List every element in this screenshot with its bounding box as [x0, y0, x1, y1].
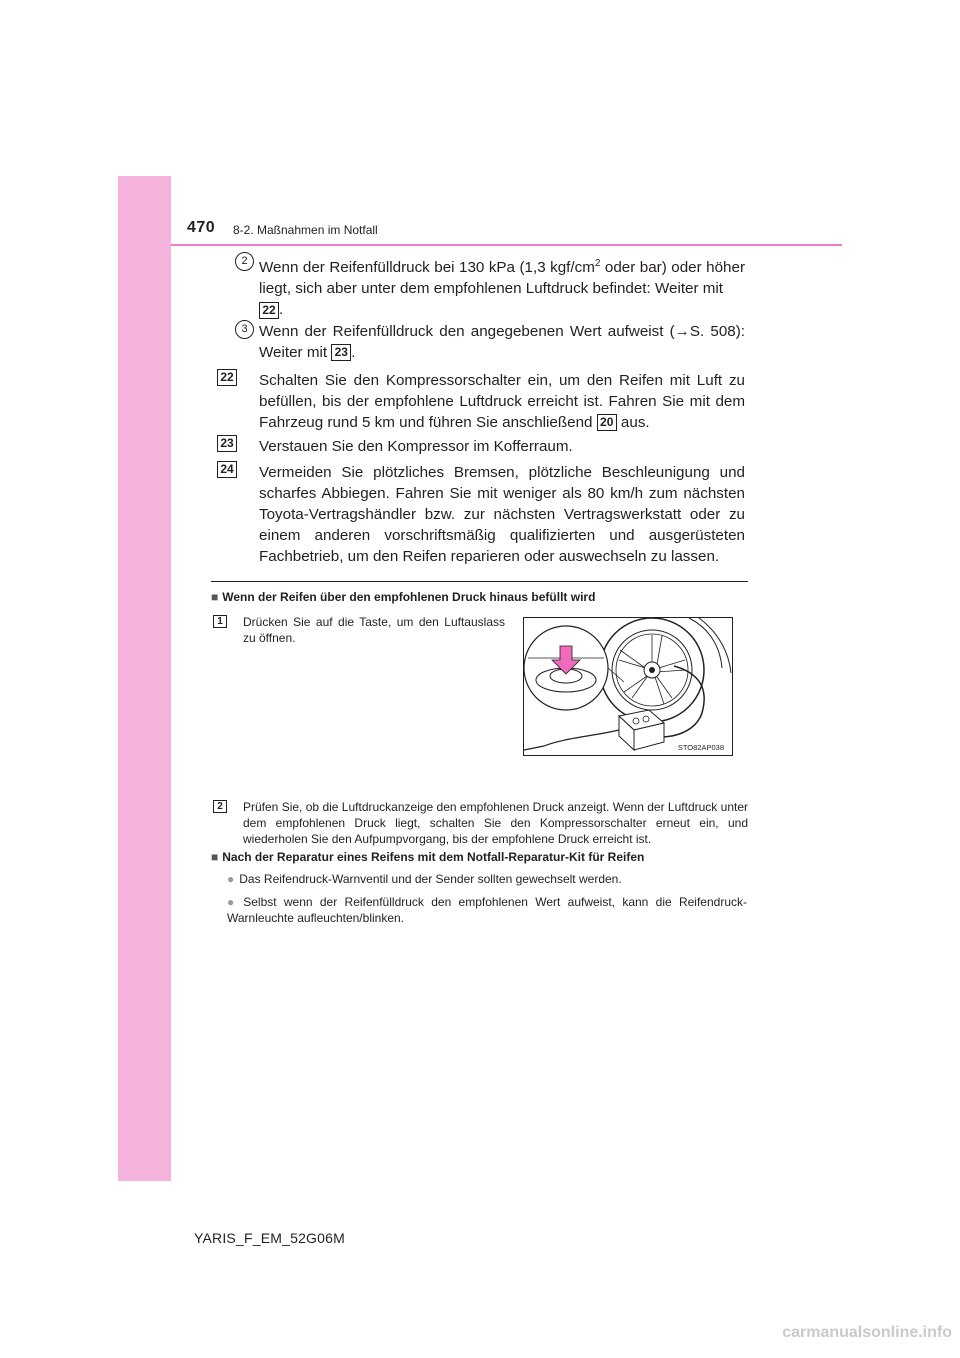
round-bullet-icon: ● [227, 872, 235, 886]
step-22-body: Schalten Sie den Kompressorschalter ein, um den Reifen mit Luft zu befüllen, bis der empfohlene Luftdruck erreicht ist. Fahren Sie mit dem Fahrzeug rund 5 km und führen Sie anschließend [259, 372, 745, 431]
note-heading-overinflated [211, 590, 595, 604]
document-code: YARIS_F_EM_52G06M [194, 1230, 345, 1246]
step-2-marker: 2 [235, 252, 254, 271]
step-22-text [259, 370, 745, 433]
step-3-tail: . [351, 344, 356, 361]
step-2-ref-box: 22 [259, 302, 279, 319]
compressor-valve-illustration [523, 617, 733, 756]
bullet-1-text: Das Reifendruck-Warnventil und der Sender sollten gewechselt werden. [239, 872, 622, 886]
square-bullet-icon: ■ [211, 850, 219, 864]
page-number: 470 [187, 219, 216, 236]
note-heading-2-text: Nach der Reparatur eines Reifens mit dem Notfall-Reparatur-Kit für Reifen [222, 850, 645, 864]
note-step-2-text: Prüfen Sie, ob die Luftdruckanzeige den empfohlenen Druck anzeigt. Wenn der Luftdruck unter dem empfohlenen Druck liegt, schalten Sie den Kompressorschalter erneut ein, und wiederholen Sie den Aufpumpvorgang, bis der empfohlene Druck erreicht ist. [243, 800, 748, 846]
note-step-2-box: 2 [213, 800, 227, 813]
step-3-body: Wenn der Reifenfülldruck den angegebenen Wert aufweist (→S. 508): Weiter mit [259, 323, 745, 361]
note-heading-after-repair [211, 850, 644, 864]
round-bullet-icon: ● [227, 895, 239, 909]
figure-code: STO82AP038 [677, 743, 724, 752]
step-2-text-b: oder bar) oder höher liegt, sich aber unter dem empfohlenen Luftdruck befindet: Weiter mit [259, 259, 745, 298]
step-2-tail: . [279, 301, 284, 319]
side-tab-band [118, 176, 171, 1181]
step-24-box: 24 [217, 461, 237, 478]
watermark: carmanualsonline.info [782, 1324, 952, 1341]
note-step-1-box: 1 [213, 615, 227, 628]
step-2-text-a: Wenn der Reifenfülldruck bei 130 kPa (1,3 kgf/cm [259, 259, 595, 277]
step-22-tail: aus. [616, 414, 650, 431]
step-3-text [259, 321, 745, 363]
step-24-text: Vermeiden Sie plötzliches Bremsen, plötzliche Beschleunigung und scharfes Abbiegen. Fahren Sie mit weniger als 80 km/h zum nächsten Toyota-Vertragshändler bzw. zur nächsten Vertragswerkstatt oder zu einem anderen vorschriftsmäßig qualifizierten und ausgerüsteten Fachbetrieb, um den Reifen reparieren oder auswechseln zu lassen. [259, 464, 745, 565]
header-rule [171, 244, 842, 246]
step-23-text: Verstauen Sie den Kompressor im Kofferraum. [259, 438, 573, 455]
bullet-item-1 [227, 871, 747, 887]
step-23-box: 23 [217, 435, 237, 452]
step-3-ref-box: 23 [331, 344, 351, 361]
step-22-box: 22 [217, 369, 237, 386]
section-title: 8-2. Maßnahmen im Notfall [233, 223, 378, 237]
square-bullet-icon: ■ [211, 590, 219, 604]
bullet-item-2 [227, 894, 747, 926]
bullet-2-text: Selbst wenn der Reifenfülldruck den empfohlenen Wert aufweist, kann die Reifendruck-Warnleuchte aufleuchten/blinken. [227, 895, 747, 925]
step-2-text [259, 253, 745, 320]
step-2-sup: 2 [594, 258, 601, 269]
note-step-1-text: Drücken Sie auf die Taste, um den Luftauslass zu öffnen. [243, 615, 505, 645]
tire-compressor-drawing [524, 618, 732, 755]
note-heading-1-text: Wenn der Reifen über den empfohlenen Druck hinaus befüllt wird [222, 590, 596, 604]
step-22-ref-box: 20 [597, 414, 617, 431]
step-3-marker: 3 [235, 320, 254, 339]
section-divider [211, 581, 748, 582]
